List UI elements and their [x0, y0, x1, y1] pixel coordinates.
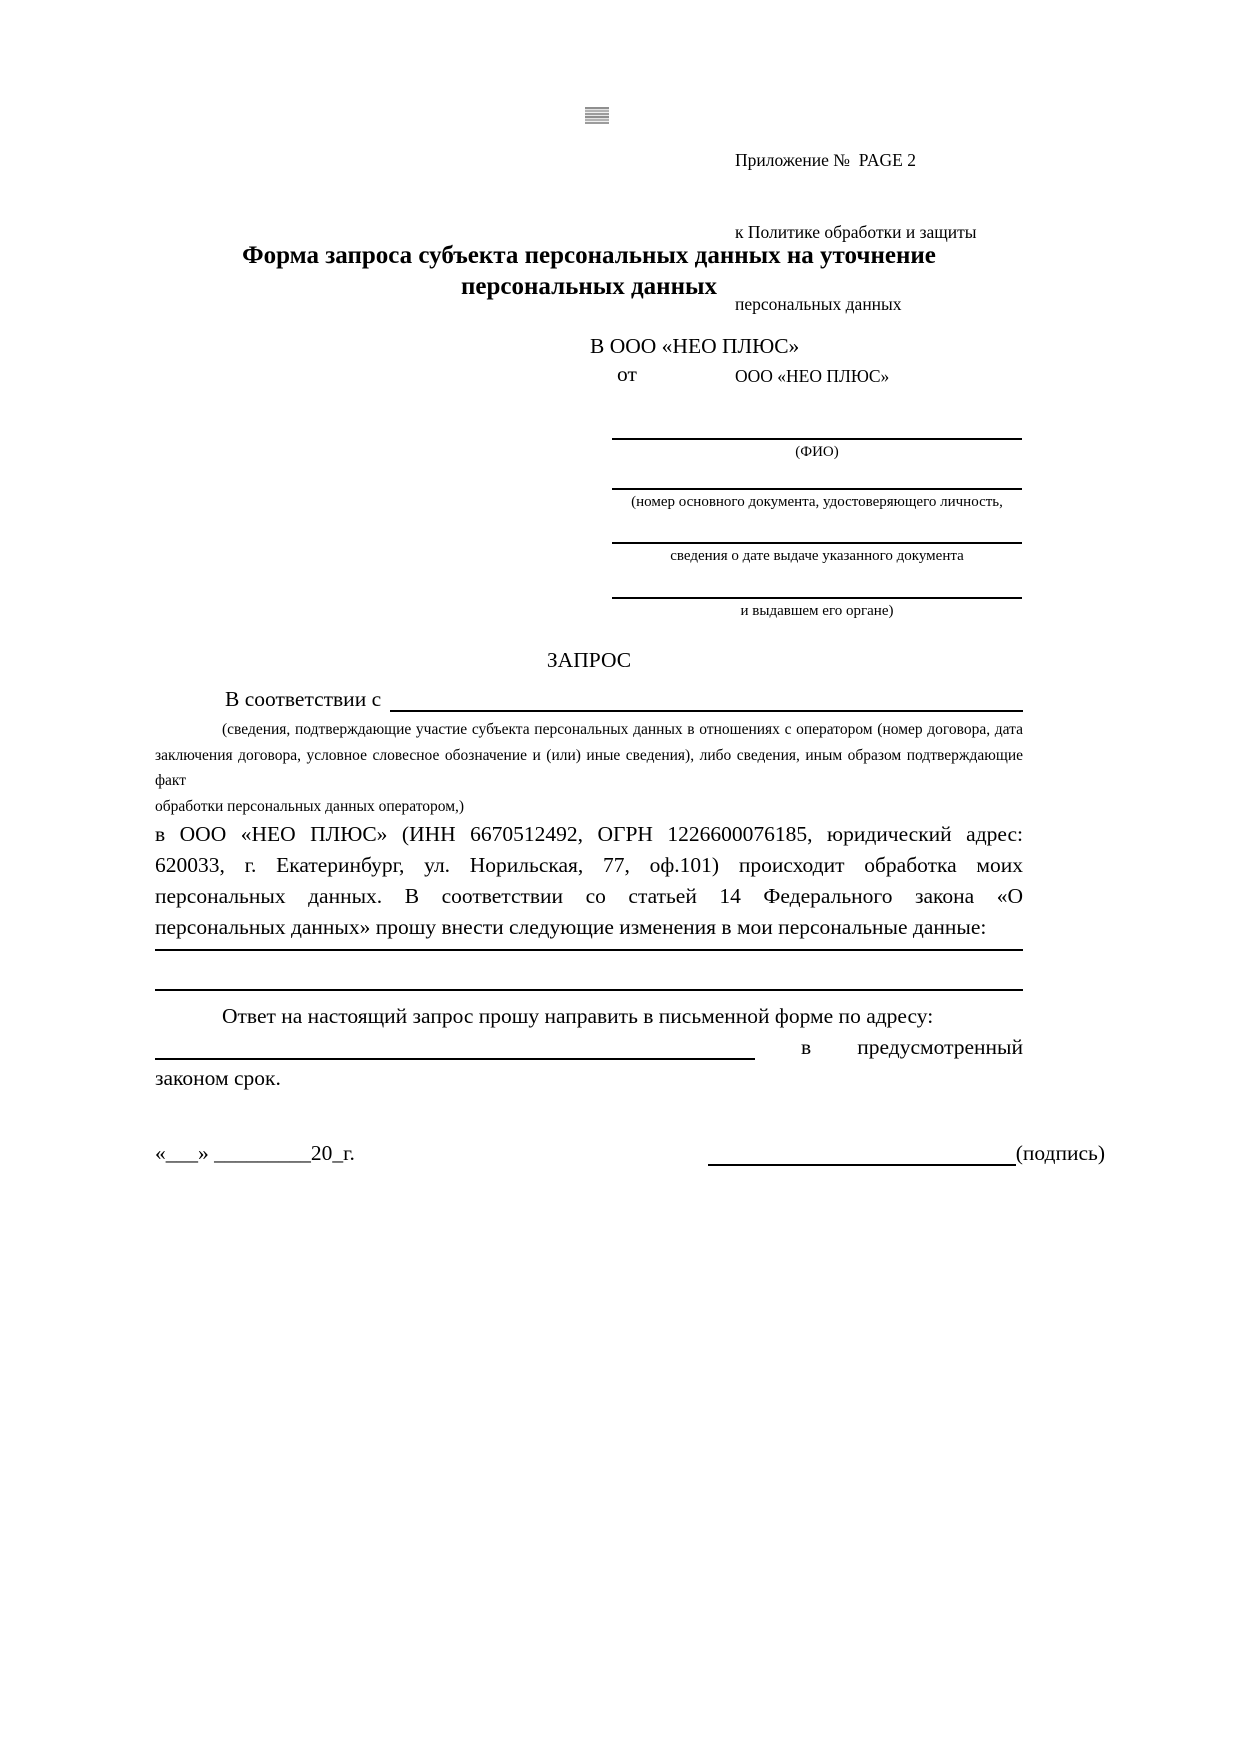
basis-prefix-text: В соответствии с: [225, 687, 382, 711]
addressee-from-label: от: [617, 362, 637, 386]
addressee-to-line: В ООО «НЕО ПЛЮС»: [590, 334, 800, 358]
signature-caption: (подпись): [1015, 1141, 1105, 1165]
reply-tail-word-b: предусмотренный: [857, 1035, 1023, 1059]
basis-line: [155, 685, 1023, 715]
issue-date-input-line[interactable]: [612, 542, 1022, 544]
footnote-line: обработки персональных данных оператором,): [155, 797, 465, 815]
header-line-appendix: Приложение № PAGE 2: [735, 150, 916, 170]
reply-tail-word-a: в: [801, 1035, 812, 1059]
date-fill-in-line[interactable]: «___» _________20_г.: [155, 1141, 355, 1165]
reply-intro-text: Ответ на настоящий запрос прошу направить в письменной форме по адресу:: [222, 1004, 934, 1028]
body-line: персональных данных. В соответствии со статьей 14 Федерального закона «О: [155, 884, 1023, 908]
field-code-artifact-icon: [585, 107, 609, 124]
issuing-authority-field-caption: и выдавшем его органе): [740, 603, 894, 619]
header-line-policy: к Политике обработки и защиты: [735, 222, 977, 242]
document-number-field: [612, 488, 1022, 511]
footnote-line: (сведения, подтверждающие участие субъекта персональных данных в отношениях с оператором (номер договора, дата: [222, 721, 1023, 738]
reply-address-line: [155, 1032, 1023, 1063]
basis-footnote: [155, 717, 1023, 819]
addressee-block: [590, 332, 1023, 620]
document-number-field-caption: (номер основного документа, удостоверяющего личность,: [631, 494, 1003, 510]
reply-end-text: законом срок.: [155, 1066, 281, 1090]
signature-area: [708, 1138, 1105, 1169]
signature-input-line[interactable]: [708, 1164, 1016, 1166]
request-heading: ЗАПРОС: [546, 648, 632, 672]
document-number-input-line[interactable]: [612, 488, 1022, 490]
page-title: [155, 240, 1023, 302]
header-line-company: ООО «НЕО ПЛЮС»: [735, 366, 890, 386]
issue-date-field: [612, 542, 1022, 565]
issuing-authority-field: [612, 597, 1022, 620]
issuing-authority-input-line[interactable]: [612, 597, 1022, 599]
request-body-paragraph: [155, 819, 1023, 943]
header-line-personal-data: персональных данных: [735, 294, 902, 314]
changes-input-line-2[interactable]: [155, 989, 1023, 991]
body-line: в ООО «НЕО ПЛЮС» (ИНН 6670512492, ОГРН 1226600076185, юридический адрес:: [155, 822, 1023, 846]
fio-field: [612, 438, 1022, 461]
footnote-line: заключения договора, условное словесное обозначение и (или) иные сведения), либо сведения, иным образом подтверждающие факт: [155, 746, 1023, 789]
page-title-text: Форма запроса субъекта персональных данных на уточнение персональных данных: [242, 242, 936, 300]
address-input-line[interactable]: [155, 1058, 755, 1060]
body-line: 620033, г. Екатеринбург, ул. Норильская, 77, оф.101) происходит обработка моих: [155, 853, 1023, 877]
fio-field-caption: (ФИО): [795, 444, 839, 460]
fio-input-line[interactable]: [612, 438, 1022, 440]
basis-input-line[interactable]: [390, 710, 1023, 712]
changes-input-line-1[interactable]: [155, 949, 1023, 951]
date-signature-row: [155, 1138, 1105, 1169]
request-section: [155, 645, 1105, 1169]
issue-date-field-caption: сведения о дате выдаче указанного документа: [670, 548, 964, 564]
body-line: персональных данных» прошу внести следующие изменения в мои персональные данные:: [155, 915, 987, 939]
